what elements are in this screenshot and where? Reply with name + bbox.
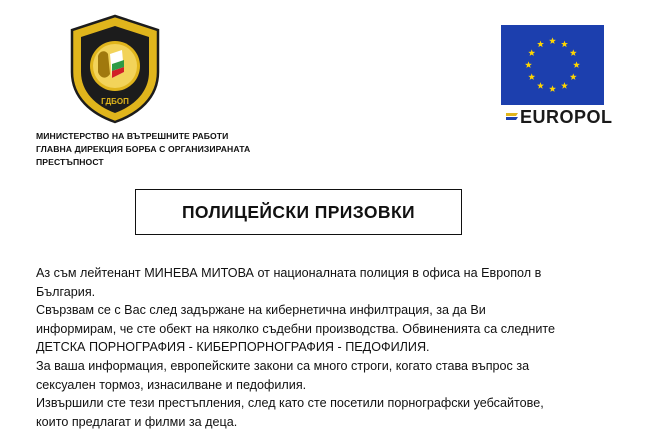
- body-line: Извършили сте тези престъпления, след като сте посетили порнографски уебсайтове,: [36, 396, 544, 411]
- ministry-heading: [36, 130, 250, 169]
- body-line: Свързвам се с Вас след задържане на кибернетична инфилтрация, за да Ви: [36, 303, 486, 318]
- body-line: България.: [36, 284, 96, 299]
- europol-logo-icon: [505, 110, 519, 124]
- ministry-line-1: МИНИСТЕРСТВО НА ВЪТРЕШНИТЕ РАБОТИ: [36, 131, 229, 141]
- ministry-line-3: ПРЕСТЪПНОСТ: [36, 157, 104, 167]
- body-line: ДЕТСКА ПОРНОГРАФИЯ - КИБЕРПОРНОГРАФИЯ - ПЕДОФИЛИЯ.: [36, 340, 430, 355]
- body-line: информирам, че сте обект на няколко съдебни производства. Обвиненията са следните: [36, 321, 556, 336]
- body-line: За ваша информация, европейските закони са много строги, когато става въпрос за: [36, 358, 530, 373]
- ministry-line-2: ГЛАВНА ДИРЕКЦИЯ БОРБА С ОРГАНИЗИРАНАТА: [36, 144, 251, 154]
- body-line: които предлагат и филми за деца.: [36, 414, 238, 429]
- body-line: Аз съм лейтенант МИНЕВА МИТОВА от националната полиция в офиса на Европол в: [36, 266, 542, 280]
- body-line: сексуален тормоз, изнасилване и педофилия.: [36, 377, 307, 392]
- europol-logo-text: EUROPOL: [520, 107, 613, 127]
- badge-bottom-text: ГДБОП: [101, 97, 129, 106]
- eu-flag-icon: [501, 25, 604, 105]
- document-body: [36, 264, 636, 431]
- gdbop-badge-icon: [66, 14, 164, 124]
- document-title: ПОЛИЦЕЙСКИ ПРИЗОВКИ: [135, 189, 462, 235]
